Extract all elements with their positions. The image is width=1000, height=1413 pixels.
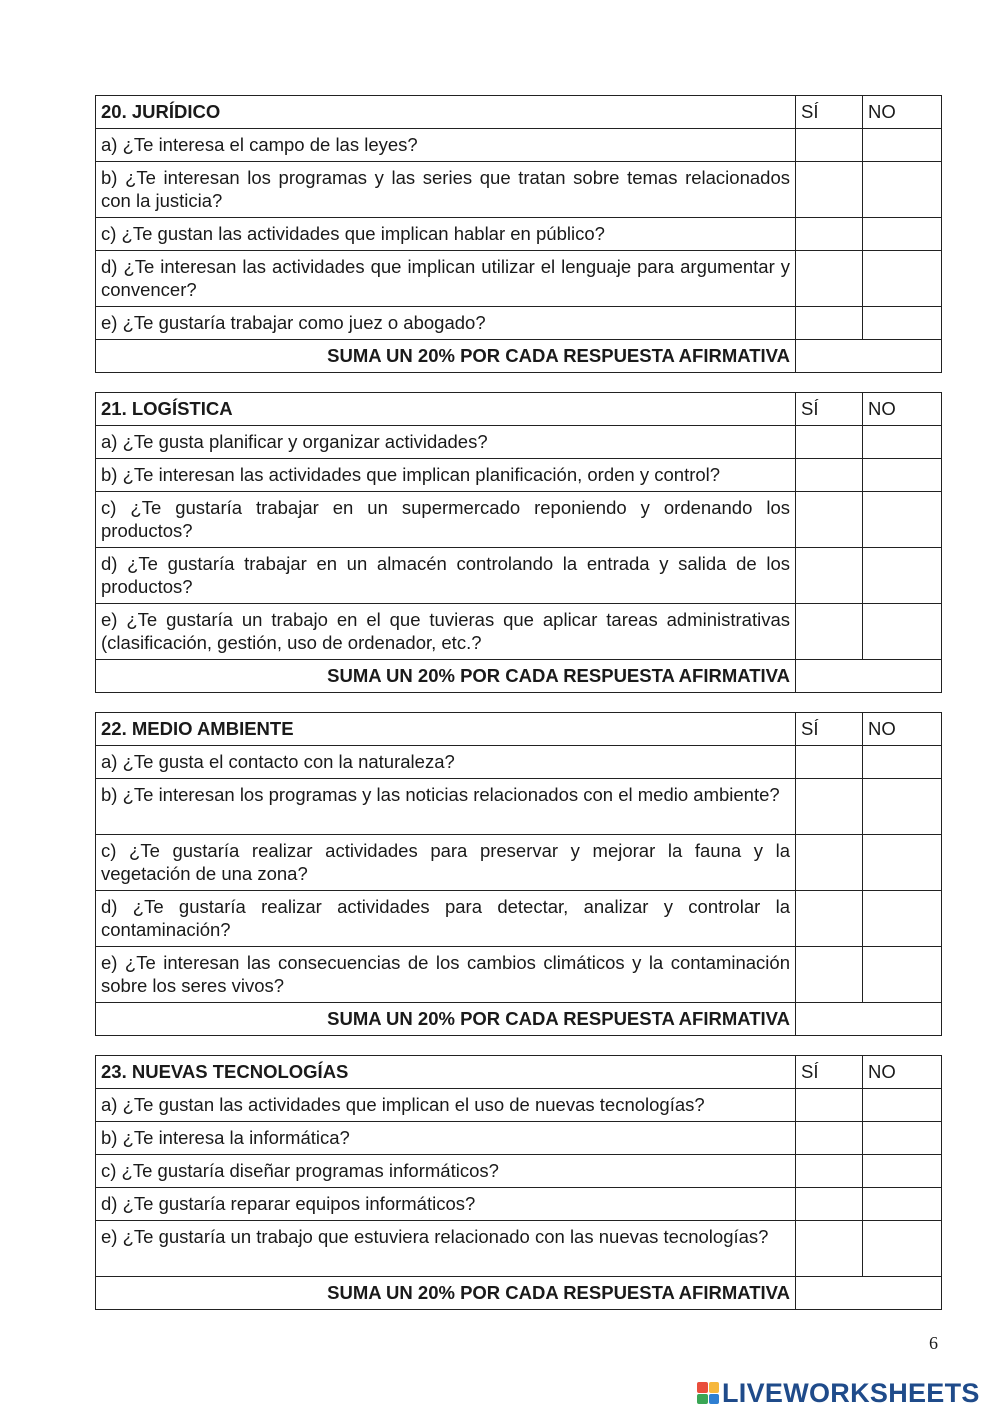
logo-tile bbox=[697, 1394, 708, 1405]
no-answer-cell[interactable] bbox=[863, 426, 942, 459]
page-number: 6 bbox=[929, 1333, 938, 1353]
no-answer-cell[interactable] bbox=[863, 1089, 942, 1122]
yes-answer-cell[interactable] bbox=[796, 548, 863, 604]
question-text: e) ¿Te gustaría trabajar como juez o abogado? bbox=[96, 307, 796, 340]
no-answer-cell[interactable] bbox=[863, 1188, 942, 1221]
yes-column-header: SÍ bbox=[796, 393, 863, 426]
yes-answer-cell[interactable] bbox=[796, 426, 863, 459]
section-table-nuevas-tecnologias bbox=[95, 1055, 942, 1310]
section-table-medio-ambiente bbox=[95, 712, 942, 1036]
no-column-header: NO bbox=[863, 393, 942, 426]
yes-answer-cell[interactable] bbox=[796, 251, 863, 307]
no-column-header: NO bbox=[863, 96, 942, 129]
question-text: a) ¿Te interesa el campo de las leyes? bbox=[96, 129, 796, 162]
no-answer-cell[interactable] bbox=[863, 1221, 942, 1277]
question-text: a) ¿Te gusta planificar y organizar actividades? bbox=[96, 426, 796, 459]
no-answer-cell[interactable] bbox=[863, 779, 942, 835]
question-text: a) ¿Te gustan las actividades que implican el uso de nuevas tecnologías? bbox=[96, 1089, 796, 1122]
question-text: c) ¿Te gustaría realizar actividades para preservar y mejorar la fauna y la vegetación de una zona? bbox=[96, 835, 796, 891]
no-column-header: NO bbox=[863, 1056, 942, 1089]
section-title: 22. MEDIO AMBIENTE bbox=[96, 713, 796, 746]
no-answer-cell[interactable] bbox=[863, 548, 942, 604]
yes-answer-cell[interactable] bbox=[796, 746, 863, 779]
no-answer-cell[interactable] bbox=[863, 835, 942, 891]
logo-text: LIVEWORKSHEETS bbox=[722, 1377, 980, 1408]
yes-column-header: SÍ bbox=[796, 96, 863, 129]
yes-answer-cell[interactable] bbox=[796, 162, 863, 218]
question-text: c) ¿Te gustaría diseñar programas informáticos? bbox=[96, 1155, 796, 1188]
no-answer-cell[interactable] bbox=[863, 307, 942, 340]
question-text: b) ¿Te interesan los programas y las noticias relacionados con el medio ambiente? bbox=[96, 779, 796, 835]
no-answer-cell[interactable] bbox=[863, 1155, 942, 1188]
yes-answer-cell[interactable] bbox=[796, 835, 863, 891]
yes-answer-cell[interactable] bbox=[796, 1089, 863, 1122]
question-text: d) ¿Te gustaría realizar actividades para detectar, analizar y controlar la contaminación? bbox=[96, 891, 796, 947]
no-answer-cell[interactable] bbox=[863, 162, 942, 218]
yes-answer-cell[interactable] bbox=[796, 129, 863, 162]
logo-tile bbox=[709, 1382, 720, 1393]
question-text: e) ¿Te interesan las consecuencias de los cambios climáticos y la contaminación sobre los seres vivos? bbox=[96, 947, 796, 1003]
yes-answer-cell[interactable] bbox=[796, 1188, 863, 1221]
no-answer-cell[interactable] bbox=[863, 492, 942, 548]
yes-answer-cell[interactable] bbox=[796, 1221, 863, 1277]
total-label: SUMA UN 20% POR CADA RESPUESTA AFIRMATIVA bbox=[96, 660, 796, 693]
question-text: b) ¿Te interesan las actividades que implican planificación, orden y control? bbox=[96, 459, 796, 492]
no-answer-cell[interactable] bbox=[863, 746, 942, 779]
liveworksheets-logo bbox=[697, 1378, 980, 1408]
question-text: c) ¿Te gustaría trabajar en un supermercado reponiendo y ordenando los productos? bbox=[96, 492, 796, 548]
section-title: 21. LOGÍSTICA bbox=[96, 393, 796, 426]
logo-grid-icon bbox=[697, 1382, 719, 1404]
section-title: 23. NUEVAS TECNOLOGÍAS bbox=[96, 1056, 796, 1089]
yes-answer-cell[interactable] bbox=[796, 891, 863, 947]
total-answer-cell[interactable] bbox=[796, 340, 942, 373]
section-table-juridico bbox=[95, 95, 942, 373]
yes-answer-cell[interactable] bbox=[796, 459, 863, 492]
no-answer-cell[interactable] bbox=[863, 1122, 942, 1155]
no-answer-cell[interactable] bbox=[863, 459, 942, 492]
question-text: b) ¿Te interesan los programas y las series que tratan sobre temas relacionados con la justicia? bbox=[96, 162, 796, 218]
yes-answer-cell[interactable] bbox=[796, 1122, 863, 1155]
no-answer-cell[interactable] bbox=[863, 129, 942, 162]
question-text: d) ¿Te gustaría trabajar en un almacén controlando la entrada y salida de los productos? bbox=[96, 548, 796, 604]
section-table-logistica bbox=[95, 392, 942, 693]
question-text: d) ¿Te gustaría reparar equipos informáticos? bbox=[96, 1188, 796, 1221]
question-text: b) ¿Te interesa la informática? bbox=[96, 1122, 796, 1155]
yes-answer-cell[interactable] bbox=[796, 1155, 863, 1188]
total-answer-cell[interactable] bbox=[796, 1277, 942, 1310]
no-answer-cell[interactable] bbox=[863, 251, 942, 307]
question-text: c) ¿Te gustan las actividades que implican hablar en público? bbox=[96, 218, 796, 251]
no-answer-cell[interactable] bbox=[863, 604, 942, 660]
no-answer-cell[interactable] bbox=[863, 947, 942, 1003]
total-label: SUMA UN 20% POR CADA RESPUESTA AFIRMATIVA bbox=[96, 1277, 796, 1310]
yes-answer-cell[interactable] bbox=[796, 218, 863, 251]
yes-answer-cell[interactable] bbox=[796, 947, 863, 1003]
yes-column-header: SÍ bbox=[796, 1056, 863, 1089]
logo-tile bbox=[709, 1394, 720, 1405]
no-answer-cell[interactable] bbox=[863, 218, 942, 251]
yes-answer-cell[interactable] bbox=[796, 604, 863, 660]
yes-answer-cell[interactable] bbox=[796, 307, 863, 340]
no-answer-cell[interactable] bbox=[863, 891, 942, 947]
yes-answer-cell[interactable] bbox=[796, 492, 863, 548]
question-text: a) ¿Te gusta el contacto con la naturaleza? bbox=[96, 746, 796, 779]
total-label: SUMA UN 20% POR CADA RESPUESTA AFIRMATIVA bbox=[96, 340, 796, 373]
total-answer-cell[interactable] bbox=[796, 1003, 942, 1036]
question-text: e) ¿Te gustaría un trabajo que estuviera relacionado con las nuevas tecnologías? bbox=[96, 1221, 796, 1277]
question-text: d) ¿Te interesan las actividades que implican utilizar el lenguaje para argumentar y convencer? bbox=[96, 251, 796, 307]
no-column-header: NO bbox=[863, 713, 942, 746]
total-answer-cell[interactable] bbox=[796, 660, 942, 693]
section-title: 20. JURÍDICO bbox=[96, 96, 796, 129]
total-label: SUMA UN 20% POR CADA RESPUESTA AFIRMATIVA bbox=[96, 1003, 796, 1036]
yes-answer-cell[interactable] bbox=[796, 779, 863, 835]
logo-tile bbox=[697, 1382, 708, 1393]
yes-column-header: SÍ bbox=[796, 713, 863, 746]
question-text: e) ¿Te gustaría un trabajo en el que tuvieras que aplicar tareas administrativas (clasificación, gestión, uso de ordenador, etc.? bbox=[96, 604, 796, 660]
